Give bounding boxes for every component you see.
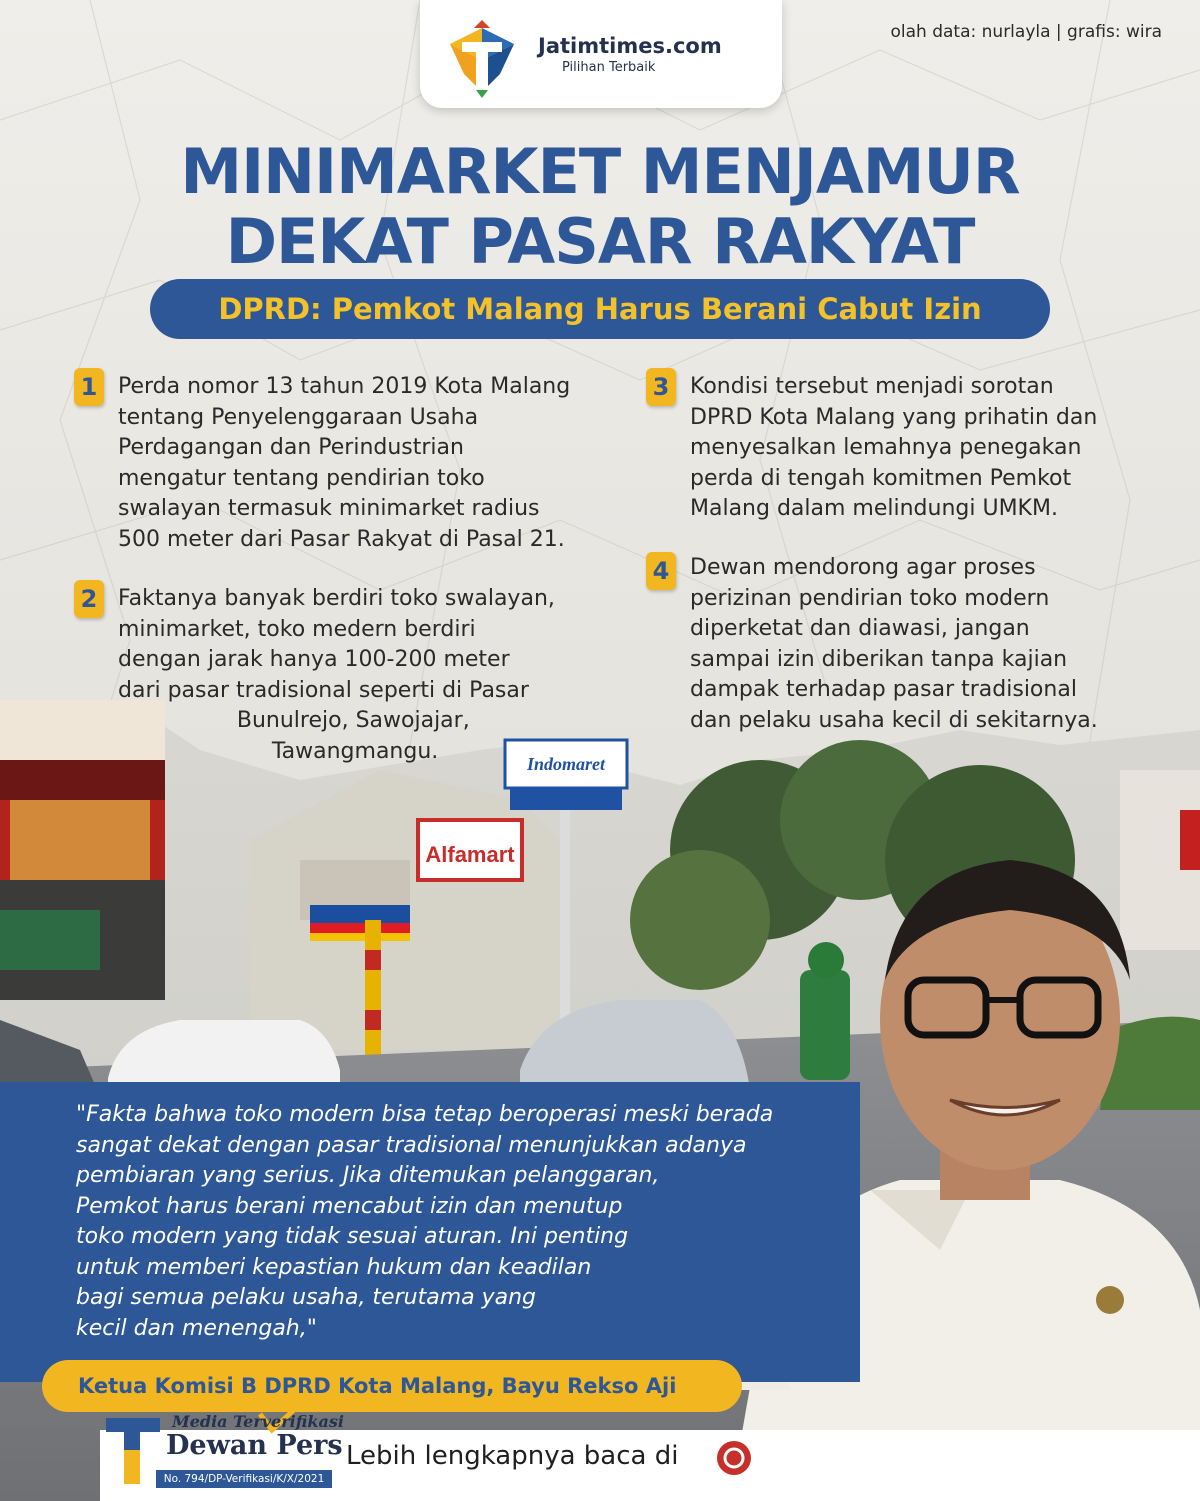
headline-line-1: MINIMARKET MENJAMUR: [180, 135, 1020, 208]
badge-line-3: No. 794/DP-Verifikasi/K/X/2021: [156, 1470, 332, 1488]
site-name: Jatimtimes.com: [538, 34, 722, 58]
point-2-number: 2: [74, 580, 104, 618]
read-more-text[interactable]: Lebih lengkapnya baca di: [346, 1441, 679, 1471]
credits: olah data: nurlayla | grafis: wira: [890, 22, 1162, 42]
read-more-logo-icon: [716, 1440, 752, 1476]
logo-card[interactable]: [420, 0, 782, 108]
quote-text: "Fakta bahwa toko modern bisa tetap beroperasi meski berada sangat dekat dengan pasar tradisional menunjukkan adanya pembiaran yang serius. Jika ditemukan pelanggaran, Pemkot harus berani mencabut izin dan menutup toko modern yang tidak sesuai aturan. Ini penting untuk memberi kepastian hukum dan keadilan bagi semua pelaku usaha, terutama yang kecil dan menengah,": [76, 1102, 774, 1341]
point-4-number: 4: [646, 552, 676, 590]
point-3-text: Kondisi tersebut menjadi sorotan DPRD Kota Malang yang prihatin dan menyesalkan lemahnya penegakan perda di tengah komitmen Pemkot Malang dalam melindungi UMKM.: [690, 374, 1098, 521]
point-3-number: 3: [646, 368, 676, 406]
badge-line-2: Dewan Pers: [166, 1430, 343, 1461]
badge-line-1: Media Terverifikasi: [172, 1412, 344, 1431]
point-4-text: Dewan mendorong agar proses perizinan pendirian toko modern diperketat dan diawasi, jangan sampai izin diberikan tanpa kajian dampak terhadap pasar tradisional dan pelaku usaha kecil di sekitarnya.: [690, 555, 1098, 733]
point-1-text: Perda nomor 13 tahun 2019 Kota Malang tentang Penyelenggaraan Usaha Perdagangan dan Perindustrian mengatur tentang pendirian toko swalayan termasuk minimarket radius 500 meter dari Pasar Rakyat di Pasal 21.: [118, 374, 571, 552]
point-2-text: Faktanya banyak berdiri toko swalayan, minimarket, toko medern berdiri dengan jarak hanya 100-200 meter dari pasar tradisional seperti di Pasar Bunulrejo, Sawojajar, Tawangmangu.: [118, 586, 555, 764]
quote-source: Ketua Komisi B DPRD Kota Malang, Bayu Rekso Aji: [78, 1374, 677, 1398]
indomaret-sign: Indomaret: [526, 754, 606, 774]
point-1-number: 1: [74, 368, 104, 406]
alfamart-sign: Alfamart: [425, 842, 515, 867]
subtitle-banner: DPRD: Pemkot Malang Harus Berani Cabut Izin: [150, 279, 1050, 339]
site-tagline: Pilihan Terbaik: [562, 60, 656, 75]
headline-line-2: DEKAT PASAR RAKYAT: [225, 205, 975, 278]
jatimtimes-logo-icon: [440, 14, 524, 98]
